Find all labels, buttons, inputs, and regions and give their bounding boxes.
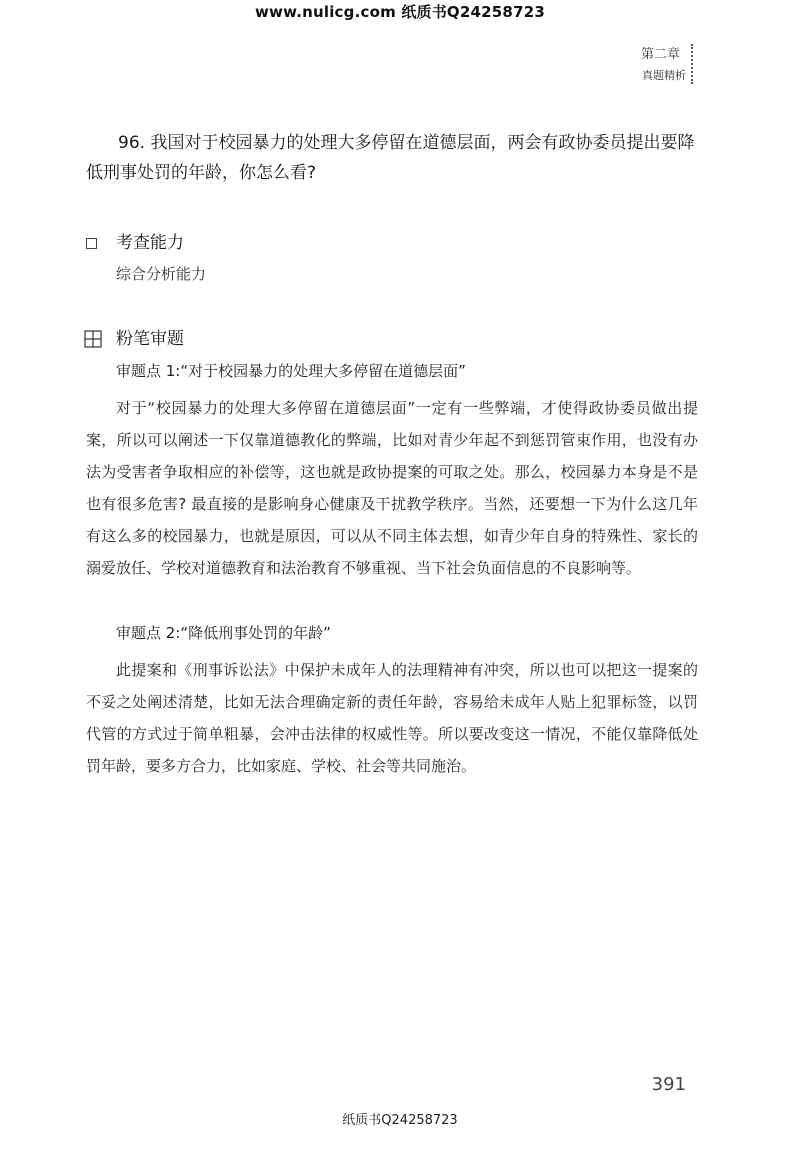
point-2-body: 此提案和《刑事诉讼法》中保护未成年人的法理精神有冲突，所以也可以把这一提案的不妥之处阐述清楚，比如无法合理确定新的责任年龄，容易给未成年人贴上犯罪标签，以罚代管的方式过于简单粗暴，会冲击法律的权威性等。所以要改变这一情况，不能仅靠降低处罚年龄，要多方合力，比如家庭、学校、社会等共同施治。 (86, 661, 698, 775)
bottom-watermark: 纸质书Q24258723 (342, 1113, 458, 1128)
ability-section-title: 考查能力 (116, 233, 184, 253)
square-icon (86, 238, 97, 249)
top-watermark: www.nulicg.com 纸质书Q24258723 (255, 3, 545, 21)
analysis-section-title: 粉笔审题 (116, 329, 184, 349)
cross-square-icon (84, 330, 102, 348)
point-1-body: 对于“校园暴力的处理大多停留在道德层面”一定有一些弊端，才使得政协委员做出提案，所以可以阐述一下仅靠道德教化的弊端，比如对青少年起不到惩罚管束作用，也没有办法为受害者争取相应的补偿等，这也就是政协提案的可取之处。那么，校园暴力本身是不是也有很多危害? 最直接的是影响身心健康及干扰教学秩序。当然，还要想一下为什么这几年有这么多的校园暴力，也就是原因，可以从不同主体去想，如青少年自身的特殊性、家长的溺爱放任、学校对道德教育和法治教育不够重视、当下社会负面信息的不良影响等。 (86, 399, 698, 577)
point-2-heading: 审题点 2:“降低刑事处罚的年龄” (116, 624, 331, 642)
chapter-subtitle: 真题精析 (642, 69, 686, 82)
chapter-divider (691, 44, 696, 84)
question-text: 96. 我国对于校园暴力的处理大多停留在道德层面，两会有政协委员提出要降低刑事处罚的年龄，你怎么看? (86, 133, 695, 183)
point-1-heading: 审题点 1:“对于校园暴力的处理大多停留在道德层面” (116, 362, 466, 380)
ability-content: 综合分析能力 (116, 265, 207, 283)
page-number: 391 (651, 1074, 686, 1095)
chapter-label: 第二章 (640, 47, 680, 62)
